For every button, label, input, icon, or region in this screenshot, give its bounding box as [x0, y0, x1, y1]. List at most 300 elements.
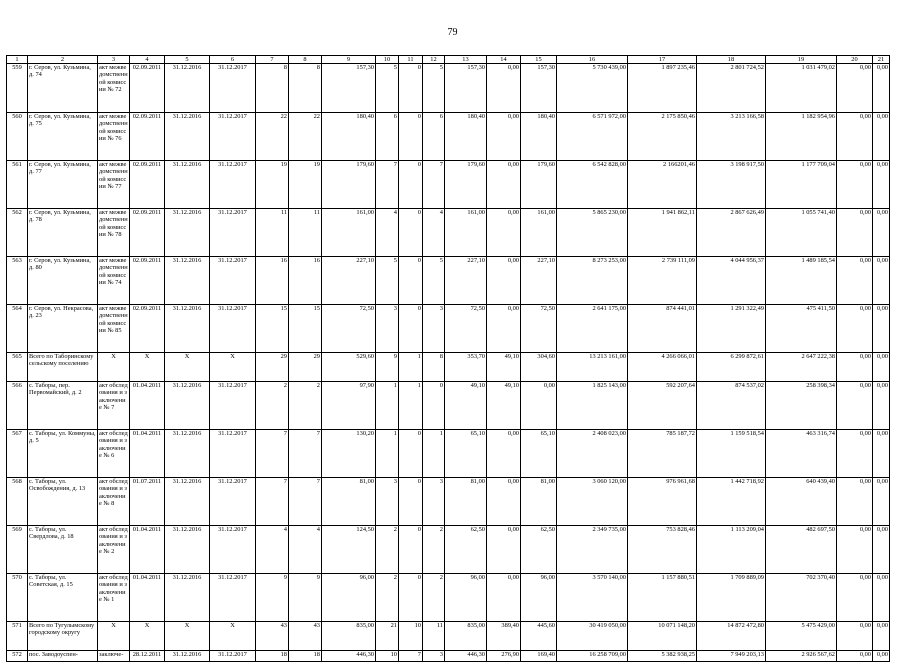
table-cell: 835,00	[322, 622, 376, 651]
table-cell: 1 825 143,00	[557, 382, 628, 430]
table-cell: 02.09.2011	[130, 305, 165, 353]
table-cell: X	[130, 353, 165, 382]
table-cell: акт межведомственной комиссии № 74	[98, 257, 130, 305]
table-cell: 561	[7, 161, 28, 209]
table-cell: 0	[399, 161, 423, 209]
table-cell: 227,10	[521, 257, 557, 305]
table-cell: 0	[399, 478, 423, 526]
table-cell: 227,10	[445, 257, 487, 305]
table-cell: 0,00	[873, 574, 890, 622]
column-number: 10	[376, 56, 399, 64]
column-number: 5	[165, 56, 210, 64]
table-cell: 5	[376, 64, 399, 113]
column-number: 21	[873, 56, 890, 64]
table-cell: 3 213 166,58	[697, 113, 766, 161]
table-cell: 157,30	[445, 64, 487, 113]
table-cell: 19	[256, 161, 289, 209]
table-cell: 0,00	[487, 574, 521, 622]
table-cell: 1 489 185,54	[766, 257, 837, 305]
column-number: 11	[399, 56, 423, 64]
table-row	[7, 305, 890, 353]
table-cell: 6 542 828,00	[557, 161, 628, 209]
table-cell: 3	[376, 478, 399, 526]
table-cell: акт обследования и заключение № 2	[98, 526, 130, 574]
table-cell: 96,00	[445, 574, 487, 622]
table-cell: 5 865 230,00	[557, 209, 628, 257]
table-cell: 835,00	[445, 622, 487, 651]
table-row	[7, 257, 890, 305]
table-cell: 62,50	[521, 526, 557, 574]
table-cell: 3 060 120,00	[557, 478, 628, 526]
table-cell: пос. Заводоуспен-	[28, 651, 98, 662]
table-cell: 1 897 235,46	[628, 64, 697, 113]
table-cell: с. Таборы, ул. Коммуны, д. 5	[28, 430, 98, 478]
table-cell: 640 439,40	[766, 478, 837, 526]
table-cell: 2 166201,46	[628, 161, 697, 209]
table-cell: 31.12.2017	[210, 257, 256, 305]
table-cell: 0,00	[487, 430, 521, 478]
table-cell: 31.12.2017	[210, 478, 256, 526]
column-number: 2	[28, 56, 98, 64]
register-table	[6, 55, 890, 662]
table-cell: 31.12.2016	[165, 526, 210, 574]
table-cell: 31.12.2017	[210, 430, 256, 478]
table-cell: 2	[423, 526, 445, 574]
table-cell: 157,30	[521, 64, 557, 113]
table-cell: 180,40	[445, 113, 487, 161]
table-cell: 0	[423, 382, 445, 430]
table-cell: 4	[256, 526, 289, 574]
table-cell: 0,00	[873, 161, 890, 209]
table-cell: 14 872 472,80	[697, 622, 766, 651]
table-cell: 31.12.2016	[165, 64, 210, 113]
table-cell: 0,00	[873, 64, 890, 113]
table-cell: 31.12.2017	[210, 113, 256, 161]
table-cell: 446,30	[322, 651, 376, 662]
table-cell: 31.12.2016	[165, 161, 210, 209]
table-cell: акт межведомственной комиссии № 78	[98, 209, 130, 257]
table-cell: 02.09.2011	[130, 113, 165, 161]
table-cell: 6	[376, 113, 399, 161]
table-cell: 5 475 429,00	[766, 622, 837, 651]
table-cell: 2 408 023,00	[557, 430, 628, 478]
table-cell: 1 031 479,02	[766, 64, 837, 113]
column-number: 9	[322, 56, 376, 64]
column-number: 19	[766, 56, 837, 64]
table-cell: 0	[399, 526, 423, 574]
table-cell: 02.09.2011	[130, 257, 165, 305]
table-cell: 3 198 917,50	[697, 161, 766, 209]
table-cell: 1	[376, 430, 399, 478]
table-cell: 72,50	[445, 305, 487, 353]
table-cell: 31.12.2017	[210, 574, 256, 622]
table-cell: 9	[289, 574, 322, 622]
column-number: 7	[256, 56, 289, 64]
table-cell: 1	[399, 382, 423, 430]
table-cell: 1 159 518,54	[697, 430, 766, 478]
table-cell: 227,10	[322, 257, 376, 305]
table-cell: г. Серов, ул. Кузьмина, д. 78	[28, 209, 98, 257]
table-cell: 1 291 322,49	[697, 305, 766, 353]
table-cell: 1 442 718,92	[697, 478, 766, 526]
table-row	[7, 574, 890, 622]
table-cell: 0	[399, 257, 423, 305]
table-cell: 0,00	[837, 113, 873, 161]
column-number: 3	[98, 56, 130, 64]
column-number: 13	[445, 56, 487, 64]
table-row	[7, 526, 890, 574]
table-cell: 592 207,64	[628, 382, 697, 430]
table-cell: 976 961,68	[628, 478, 697, 526]
table-cell: 16 258 709,00	[557, 651, 628, 662]
table-cell: 1	[376, 382, 399, 430]
table-cell: 567	[7, 430, 28, 478]
table-cell: 3	[376, 305, 399, 353]
table-cell: 564	[7, 305, 28, 353]
table-cell: 8	[423, 353, 445, 382]
table-cell: заключе-	[98, 651, 130, 662]
table-cell: X	[165, 622, 210, 651]
table-cell: 0	[399, 430, 423, 478]
table-cell: 0,00	[487, 113, 521, 161]
table-cell: 0,00	[837, 430, 873, 478]
table-cell: 0,00	[837, 305, 873, 353]
column-number: 1	[7, 56, 28, 64]
table-cell: 10 071 148,20	[628, 622, 697, 651]
table-cell: 2 801 724,52	[697, 64, 766, 113]
table-cell: 49,10	[487, 353, 521, 382]
table-row	[7, 64, 890, 113]
table-cell: 3	[423, 305, 445, 353]
table-cell: 1 157 880,51	[628, 574, 697, 622]
table-cell: 482 697,50	[766, 526, 837, 574]
table-cell: 7	[256, 478, 289, 526]
table-cell: 569	[7, 526, 28, 574]
table-body	[7, 64, 890, 662]
table-cell: акт обследования и заключение № 1	[98, 574, 130, 622]
table-cell: 0,00	[837, 209, 873, 257]
table-cell: 463 316,74	[766, 430, 837, 478]
table-cell: 0,00	[521, 382, 557, 430]
table-cell: 0,00	[837, 622, 873, 651]
table-cell: 30 419 050,00	[557, 622, 628, 651]
table-cell: 31.12.2016	[165, 651, 210, 662]
table-cell: 31.12.2016	[165, 430, 210, 478]
table-cell: 16	[256, 257, 289, 305]
table-cell: 130,20	[322, 430, 376, 478]
table-cell: 81,00	[322, 478, 376, 526]
table-cell: 0,00	[873, 305, 890, 353]
table-cell: 7	[376, 161, 399, 209]
table-cell: 43	[289, 622, 322, 651]
table-cell: 6 299 872,61	[697, 353, 766, 382]
table-cell: 31.12.2016	[165, 113, 210, 161]
table-cell: 4	[289, 526, 322, 574]
table-cell: 1 177 709,04	[766, 161, 837, 209]
table-cell: с. Таборы, пер. Первомайский, д. 2	[28, 382, 98, 430]
table-cell: 15	[256, 305, 289, 353]
table-cell: 0,00	[487, 161, 521, 209]
table-cell: 2	[256, 382, 289, 430]
table-cell: 874 441,01	[628, 305, 697, 353]
table-cell: с. Таборы, ул. Освобождения, д. 13	[28, 478, 98, 526]
table-cell: 6 571 972,00	[557, 113, 628, 161]
table-cell: 389,40	[487, 622, 521, 651]
table-cell: 7	[289, 430, 322, 478]
table-row	[7, 430, 890, 478]
table-cell: 18	[256, 651, 289, 662]
table-cell: 31.12.2017	[210, 305, 256, 353]
table-cell: 11	[289, 209, 322, 257]
table-cell: акт межведомственной комиссии № 72	[98, 64, 130, 113]
table-cell: 49,10	[445, 382, 487, 430]
table-cell: 0,00	[873, 353, 890, 382]
table-cell: 0,00	[837, 651, 873, 662]
table-cell: 8	[289, 64, 322, 113]
table-cell: 31.12.2017	[210, 209, 256, 257]
table-cell: 21	[376, 622, 399, 651]
table-cell: 16	[289, 257, 322, 305]
table-cell: 2 175 850,46	[628, 113, 697, 161]
table-cell: 3 570 140,00	[557, 574, 628, 622]
table-cell: 4 266 066,01	[628, 353, 697, 382]
table-cell: 0,00	[873, 526, 890, 574]
table-cell: 0	[399, 305, 423, 353]
table-cell: X	[98, 353, 130, 382]
table-row	[7, 478, 890, 526]
table-cell: 2 926 567,62	[766, 651, 837, 662]
table-cell: 29	[289, 353, 322, 382]
table-cell: 4	[376, 209, 399, 257]
table-cell: 81,00	[521, 478, 557, 526]
table-cell: 161,00	[445, 209, 487, 257]
column-number: 4	[130, 56, 165, 64]
table-cell: 2 647 222,38	[766, 353, 837, 382]
column-number: 14	[487, 56, 521, 64]
table-cell: 3	[423, 651, 445, 662]
table-cell: 0	[399, 209, 423, 257]
table-cell: 179,60	[322, 161, 376, 209]
table-cell: X	[130, 622, 165, 651]
table-cell: с. Таборы, ул. Советская, д. 15	[28, 574, 98, 622]
table-cell: 96,00	[322, 574, 376, 622]
table-cell: г. Серов, ул. Некрасова, д. 23	[28, 305, 98, 353]
table-cell: 1 055 741,40	[766, 209, 837, 257]
table-cell: акт обследования и заключение № 7	[98, 382, 130, 430]
column-number: 12	[423, 56, 445, 64]
table-cell: 874 537,02	[697, 382, 766, 430]
table-cell: 65,10	[521, 430, 557, 478]
table-cell: акт межведомственной комиссии № 85	[98, 305, 130, 353]
table-cell: 31.12.2017	[210, 651, 256, 662]
table-cell: 7	[399, 651, 423, 662]
table-cell: 18	[289, 651, 322, 662]
table-cell: 161,00	[521, 209, 557, 257]
table-cell: 157,30	[322, 64, 376, 113]
table-cell: 570	[7, 574, 28, 622]
table-cell: 10	[376, 651, 399, 662]
table-cell: 2 641 175,00	[557, 305, 628, 353]
table-cell: 9	[256, 574, 289, 622]
table-cell: 304,60	[521, 353, 557, 382]
table-cell: 22	[256, 113, 289, 161]
table-cell: Всего по Таборинскому сельскому поселению	[28, 353, 98, 382]
table-cell: X	[98, 622, 130, 651]
table-cell: 01.04.2011	[130, 382, 165, 430]
table-cell: г. Серов, ул. Кузьмина, д. 75	[28, 113, 98, 161]
table-cell: X	[210, 622, 256, 651]
table-cell: 0,00	[873, 382, 890, 430]
table-cell: 179,60	[445, 161, 487, 209]
table-cell: 01.04.2011	[130, 526, 165, 574]
table-cell: 10	[399, 622, 423, 651]
table-cell: 161,00	[322, 209, 376, 257]
table-cell: г. Серов, ул. Кузьмина, д. 74	[28, 64, 98, 113]
table-cell: 124,50	[322, 526, 376, 574]
table-cell: 31.12.2016	[165, 574, 210, 622]
table-cell: 562	[7, 209, 28, 257]
table-cell: 568	[7, 478, 28, 526]
table-cell: 0,00	[487, 526, 521, 574]
table-cell: 43	[256, 622, 289, 651]
table-cell: 2 867 626,49	[697, 209, 766, 257]
table-row	[7, 353, 890, 382]
table-cell: X	[165, 353, 210, 382]
table-cell: 01.04.2011	[130, 430, 165, 478]
table-cell: 0	[399, 113, 423, 161]
table-cell: 560	[7, 113, 28, 161]
table-cell: 2	[289, 382, 322, 430]
table-cell: 1 182 954,96	[766, 113, 837, 161]
table-cell: 2	[376, 574, 399, 622]
table-cell: 1 941 862,11	[628, 209, 697, 257]
table-cell: 0,00	[837, 64, 873, 113]
column-number: 18	[697, 56, 766, 64]
table-cell: 180,40	[521, 113, 557, 161]
table-cell: 5	[423, 257, 445, 305]
table-cell: акт обследования и заключение № 8	[98, 478, 130, 526]
table-row	[7, 209, 890, 257]
table-cell: 0,00	[837, 526, 873, 574]
table-cell: 8 273 253,00	[557, 257, 628, 305]
column-number: 6	[210, 56, 256, 64]
table-cell: 571	[7, 622, 28, 651]
table-cell: 0,00	[837, 161, 873, 209]
table-cell: 01.07.2011	[130, 478, 165, 526]
table-cell: 353,70	[445, 353, 487, 382]
table-cell: 13 213 161,00	[557, 353, 628, 382]
table-cell: 31.12.2017	[210, 382, 256, 430]
table-cell: 529,60	[322, 353, 376, 382]
table-cell: 02.09.2011	[130, 161, 165, 209]
table-cell: 0	[399, 574, 423, 622]
table-cell: 0,00	[873, 257, 890, 305]
table-cell: 563	[7, 257, 28, 305]
table-cell: 785 187,72	[628, 430, 697, 478]
table-cell: 0,00	[873, 209, 890, 257]
table-row	[7, 382, 890, 430]
table-cell: 180,40	[322, 113, 376, 161]
column-number: 17	[628, 56, 697, 64]
table-cell: 2 349 735,00	[557, 526, 628, 574]
table-cell: 2 739 111,09	[628, 257, 697, 305]
page-number: 79	[447, 27, 458, 38]
table-row	[7, 161, 890, 209]
table-cell: 169,40	[521, 651, 557, 662]
table-cell: 65,10	[445, 430, 487, 478]
table-row	[7, 622, 890, 651]
table-cell: 0,00	[837, 257, 873, 305]
table-cell: 0,00	[873, 651, 890, 662]
table-cell: 22	[289, 113, 322, 161]
table-cell: 5 730 439,00	[557, 64, 628, 113]
table-cell: 2	[376, 526, 399, 574]
table-cell: 1	[399, 353, 423, 382]
table-row	[7, 651, 890, 662]
table-cell: 49,10	[487, 382, 521, 430]
table-cell: 0,00	[837, 574, 873, 622]
table-cell: 97,90	[322, 382, 376, 430]
table-cell: 8	[256, 64, 289, 113]
table-cell: 179,60	[521, 161, 557, 209]
table-cell: 62,50	[445, 526, 487, 574]
table-cell: г. Серов, ул. Кузьмина, д. 77	[28, 161, 98, 209]
table-cell: 0,00	[873, 622, 890, 651]
table-cell: Всего по Тугулымскому городскому округу	[28, 622, 98, 651]
table-cell: 31.12.2017	[210, 64, 256, 113]
table-cell: 702 370,40	[766, 574, 837, 622]
table-cell: 276,90	[487, 651, 521, 662]
column-number: 20	[837, 56, 873, 64]
table-cell: 0,00	[873, 430, 890, 478]
table-cell: акт межведомственной комиссии № 76	[98, 113, 130, 161]
table-cell: 258 398,34	[766, 382, 837, 430]
table-cell: г. Серов, ул. Кузьмина, д. 80	[28, 257, 98, 305]
table-cell: 5 382 938,25	[628, 651, 697, 662]
table-cell: 559	[7, 64, 28, 113]
table-cell: 1 709 889,09	[697, 574, 766, 622]
table-cell: X	[210, 353, 256, 382]
table-cell: 31.12.2017	[210, 161, 256, 209]
table-cell: 0,00	[487, 209, 521, 257]
table-cell: 572	[7, 651, 28, 662]
table-cell: 4 044 956,37	[697, 257, 766, 305]
table-cell: 11	[256, 209, 289, 257]
table-cell: 3	[423, 478, 445, 526]
table-cell: 446,30	[445, 651, 487, 662]
column-number-row	[7, 56, 890, 64]
table-cell: 15	[289, 305, 322, 353]
table-cell: 72,50	[322, 305, 376, 353]
table-cell: 01.04.2011	[130, 574, 165, 622]
column-number: 8	[289, 56, 322, 64]
table-cell: 0	[399, 64, 423, 113]
table-cell: акт межведомственной комиссии № 77	[98, 161, 130, 209]
table-cell: 475 411,50	[766, 305, 837, 353]
table-cell: 28.12.2011	[130, 651, 165, 662]
table-cell: 31.12.2017	[210, 526, 256, 574]
table-row	[7, 113, 890, 161]
table-cell: 31.12.2016	[165, 478, 210, 526]
table-cell: акт обследования и заключение № 6	[98, 430, 130, 478]
table-cell: 0,00	[487, 305, 521, 353]
table-cell: 02.09.2011	[130, 64, 165, 113]
table-cell: 72,50	[521, 305, 557, 353]
table-cell: 96,00	[521, 574, 557, 622]
table-cell: 0,00	[487, 64, 521, 113]
table-cell: 9	[376, 353, 399, 382]
table-cell: 6	[423, 113, 445, 161]
